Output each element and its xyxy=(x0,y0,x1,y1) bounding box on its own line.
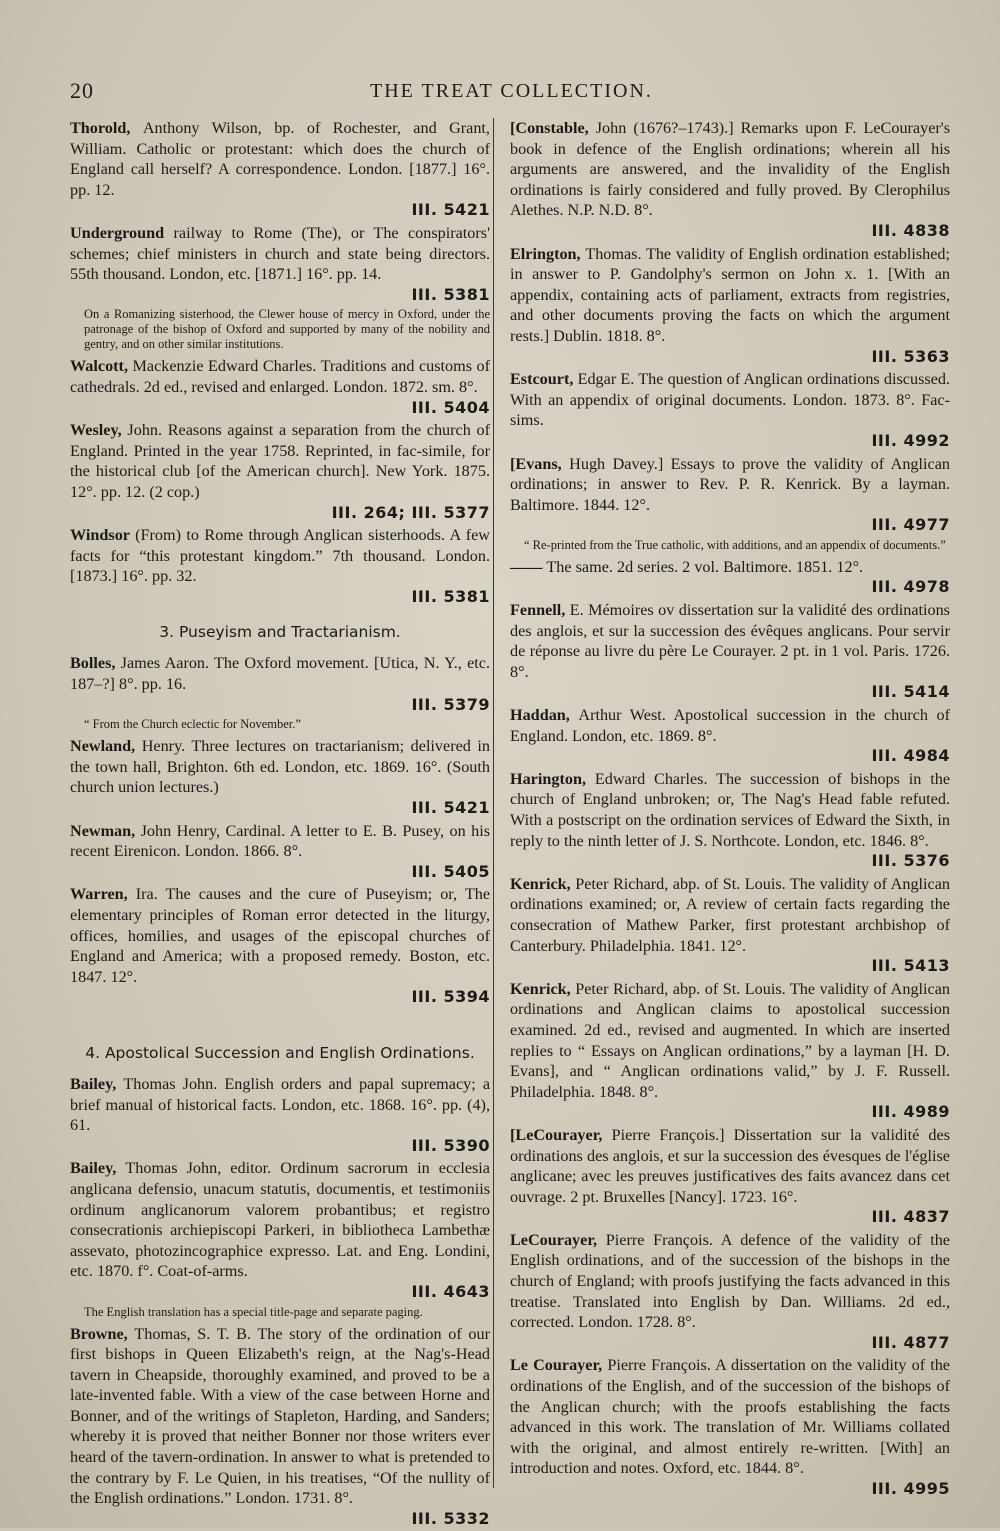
entry-heading: Kenrick, xyxy=(510,979,576,998)
catalog-entry xyxy=(510,1125,950,1228)
entry-description: Arthur West. Apostolical succession in the church of England. London, etc. 1869. 8°. xyxy=(510,706,950,745)
catalog-entry xyxy=(510,1355,950,1499)
call-number: III. 5381 xyxy=(411,586,490,606)
catalog-entry xyxy=(70,356,490,418)
catalog-entry xyxy=(70,420,490,523)
catalog-entry xyxy=(70,223,490,305)
catalog-entry xyxy=(510,705,950,767)
entry-heading: Haddan, xyxy=(510,706,579,725)
right-column xyxy=(510,118,950,1502)
catalog-entry xyxy=(510,369,950,451)
call-number: III. 4992 xyxy=(871,430,950,450)
catalog-entry xyxy=(70,525,490,607)
catalog-entry xyxy=(70,736,490,818)
left-column xyxy=(70,118,490,1531)
entry-heading: Newman, xyxy=(70,821,141,840)
catalog-entry xyxy=(510,769,950,872)
entry-heading: Bailey, xyxy=(70,1159,126,1178)
call-number: III. 4989 xyxy=(871,1102,950,1122)
catalog-entry xyxy=(70,653,490,715)
entry-description: John (1676?–1743).] Remarks upon F. LeCourayer's book in defence of the English ordinations; wherein all his arguments are answered, and the invalidity of the English ordinations is fairly considered and fully proved. By Clerophilus Alethes. N.P. N.D. 8°. xyxy=(510,119,950,220)
entry-description: Thomas John. English orders and papal supremacy; a brief manual of historical facts. London, etc. 1868. 16°. pp. (4), 61. xyxy=(70,1074,490,1135)
catalog-entry xyxy=(70,118,490,221)
call-number: III. 5405 xyxy=(411,861,490,881)
entry-heading: Bailey, xyxy=(70,1074,124,1093)
entry-description: James Aaron. The Oxford movement. [Utica, N. Y., etc. 187–?] 8°. pp. 16. xyxy=(70,654,490,694)
catalog-entry xyxy=(510,600,950,703)
entry-description: E. Mémoires ov dissertation sur la validité des ordinations des anglois, et sur la succession des évêques anglicans. Pour servir de réponse au livre du père Le Courayer. 2 pt. in 1 vol. Paris. 1726. 8°. xyxy=(510,601,950,681)
entry-heading: Bolles, xyxy=(70,654,121,673)
entry-note: “ From the Church eclectic for November.” xyxy=(84,717,301,732)
entry-description: Pierre François.] Dissertation sur la validité des ordinations des anglois, et sur la succession des évesques de l'église anglicane; avec les preuves justificatives des faits avancez dans cet ouvrage. 2 pt. Bruxelles [Nancy]. 1723. 16°. xyxy=(510,1125,950,1206)
entry-description: Pierre François. A defence of the validity of the English ordinations, and of the succession of the bishops in the church of England; with proofs justifying the facts advanced in this treatise. Translated into English by Dan. Williams. 2d ed., corrected. London. 1728. 8°. xyxy=(510,1230,950,1332)
catalog-entry xyxy=(510,557,950,598)
call-number: III. 5390 xyxy=(411,1135,490,1155)
column-divider xyxy=(493,118,494,1488)
entry-heading: Le Courayer, xyxy=(510,1356,608,1375)
catalog-entry xyxy=(70,1324,490,1530)
call-number: III. 5376 xyxy=(871,851,950,871)
call-number: III. 5413 xyxy=(871,956,950,976)
entry-description: Henry. Three lectures on tractarianism; delivered in the town hall, Brighton. 6th ed. London, etc. 1869. 16°. (South church union lectures.) xyxy=(70,737,490,797)
entry-heading: Newland, xyxy=(70,737,142,756)
call-number: III. 5381 xyxy=(411,284,490,304)
entry-description: Thomas John, editor. Ordinum sacrorum in ecclesia anglicana defensio, unacum statutis, documentis, et testimoniis ordinum anglicanorum valorem probantibus; et registro consecrationis archiepiscopi Parkeri, in bibliotheca Lambethæ assevato, photozincographice expresso. Lat. and Eng. Londini, etc. 1870. f°. Coat-of-arms. xyxy=(70,1159,490,1281)
call-number: III. 4877 xyxy=(871,1332,950,1352)
entry-heading: Windsor xyxy=(70,526,136,545)
entry-description: Anthony Wilson, bp. of Rochester, and Grant, William. Catholic or protestant: which does the church of England call herself? A correspondence. London. [1877.] 16°. pp. 12. xyxy=(70,119,490,199)
entry-description: Ira. The causes and the cure of Puseyism; or, The elementary principles of Roman error detected in the liturgy, offices, homilies, and usages of the episcopal churches of England and America; with a proposed remedy. Boston, etc. 1847. 12°. xyxy=(70,885,491,986)
right-entries xyxy=(510,118,950,1500)
entry-description: Pierre François. A dissertation on the validity of the ordinations of the English, and of the succession of the bishops of the Anglican church; with the proofs establishing the facts advanced in this work. The translation of Mr. Williams collated with the original, and almost entirely re-written. [With] an introduction and notes. Oxford, etc. 1844. 8°. xyxy=(510,1356,950,1478)
running-title: THE TREAT COLLECTION. xyxy=(370,80,653,102)
entry-description: Peter Richard, abp. of St. Louis. The validity of Anglican ordinations and Anglican claims to apostolical succession examined. 2d ed., revised and augmented. In which are inserted replies to “ Essays on Anglican ordinations,” by a layman [H. D. Evans], and “ Anglican ordinations valid,” by J. F. Russell. Philadelphia. 1848. 8°. xyxy=(510,979,950,1101)
call-number: III. 4984 xyxy=(871,746,950,766)
entry-heading: Wesley, xyxy=(70,421,128,440)
catalog-entry xyxy=(70,1158,490,1302)
entry-heading: [LeCourayer, xyxy=(510,1125,612,1144)
call-number: III. 4995 xyxy=(871,1479,950,1498)
entry-description: Edward Charles. The succession of bishops in the church of England unbroken; or, The Nag's Head fable refuted. With a postscript on the ordination services of Edward the Sixth, in reply to the ninth letter of J. S. Northcote. London, etc. 1846. 8°. xyxy=(510,769,951,850)
left-entries-c xyxy=(70,1074,490,1529)
entry-note: “ Re-printed from the True catholic, with additions, and an appendix of documents.” xyxy=(524,537,946,552)
entry-heading: LeCourayer, xyxy=(510,1230,606,1249)
call-number: III. 5414 xyxy=(871,682,950,702)
catalog-entry xyxy=(70,884,490,1008)
call-number: III. 5332 xyxy=(411,1508,490,1528)
entry-description: John. Reasons against a separation from the church of England. Printed in the year 1758. Reprinted, in fac-simile, for the historical club [of the American church]. New York. 1875. 12°. pp. 12. (2 cop.) xyxy=(70,421,490,501)
catalog-entry xyxy=(510,1230,950,1354)
call-number: III. 4838 xyxy=(871,220,950,240)
catalog-entry xyxy=(510,118,950,242)
entry-heading: Estcourt, xyxy=(510,370,578,389)
catalog-entry xyxy=(510,979,950,1123)
call-number: III. 5421 xyxy=(411,798,490,818)
call-number: III. 5379 xyxy=(411,694,490,714)
entry-description: John Henry, Cardinal. A letter to E. B. Pusey, on his recent Eirenicon. London. 1866. 8°. xyxy=(70,821,490,861)
entry-description: Edgar E. The question of Anglican ordinations discussed. With an appendix of original documents. London. 1873. 8°. Fac-sims. xyxy=(510,370,951,430)
entry-description: Peter Richard, abp. of St. Louis. The validity of Anglican ordinations examined; or, A review of certain facts regarding the consecration of Mathew Parker, first protestant archbishop of Canterbury. Philadelphia. 1841. 12°. xyxy=(510,874,950,955)
entry-heading: Harington, xyxy=(510,769,595,788)
entry-heading: Kenrick, xyxy=(510,874,576,893)
entry-note: The English translation has a special title-page and separate paging. xyxy=(84,1304,423,1319)
catalog-entry xyxy=(70,821,490,883)
entry-description: Hugh Davey.] Essays to prove the validity of Anglican ordinations; in answer to Rev. P. R. Kenrick. By a layman. Baltimore. 1844. 12°. xyxy=(510,454,950,514)
entry-description: Thomas. The validity of English ordination established; in answer to P. Gandolphy's sermon on John x. 1. [With an appendix, containing acts of parliament, extracts from registries, and other documents proving the facts on which the argument rests.] Dublin. 1818. 8°. xyxy=(510,244,951,345)
entry-heading: [Evans, xyxy=(510,454,570,473)
entry-description: (From) to Rome through Anglican sisterhoods. A few facts for “this protestant kingdom.” 7th thousand. London. [1873.] 16°. pp. 32. xyxy=(70,526,490,586)
left-entries-b xyxy=(70,653,490,1008)
entry-heading: Fennell, xyxy=(510,601,570,620)
page-number: 20 xyxy=(70,78,94,103)
entry-description: railway to Rome (The), or The conspirators' schemes; chief ministers in church and state being directors. 55th thousand. London, etc. [1871.] 16°. pp. 14. xyxy=(70,223,491,284)
section-heading-4: 4. Apostolical Succession and English Ordinations. xyxy=(85,1043,475,1062)
call-number: III. 4977 xyxy=(871,515,950,535)
entry-note: On a Romanizing sisterhood, the Clewer house of mercy in Oxford, under the patronage of the bishop of Oxford and supported by many of the nobility and gentry, and on other similar institutions. xyxy=(84,307,490,352)
entry-description: Thomas, S. T. B. The story of the ordination of our first bishops in Queen Elizabeth's reign, at the Nag's-Head tavern in Cheapside, thoroughly examined, and proved to be a late-invented fable. With a view of the case between Horne and Bonner, and of the writings of Stapleton, Harding, and Sanders; whereby it is proved that neither Bonner nor those writers ever heard of the tavern-ordination. In answer to what is pretended to the contrary by F. Le Quien, in his treatises, “Of the nullity of the English ordinations.” London. 1731. 8°. xyxy=(70,1324,490,1508)
call-number: III. 4643 xyxy=(411,1281,490,1301)
entry-heading: Warren, xyxy=(70,885,136,904)
entry-heading: Walcott, xyxy=(70,357,133,376)
entry-description: The same. 2d series. 2 vol. Baltimore. 1851. 12°. xyxy=(546,557,864,576)
entry-heading: [Constable, xyxy=(510,119,596,137)
page-header xyxy=(70,78,950,110)
entry-heading: Browne, xyxy=(70,1324,135,1343)
catalog-entry xyxy=(70,1074,490,1156)
call-number: III. 5363 xyxy=(871,346,950,366)
call-number: III. 4837 xyxy=(871,1207,950,1227)
entry-description: Mackenzie Edward Charles. Traditions and customs of cathedrals. 2d ed., revised and enlarged. London. 1872. sm. 8°. xyxy=(70,357,490,396)
call-number: III. 5404 xyxy=(411,397,490,417)
catalog-entry xyxy=(510,244,950,368)
catalog-entry xyxy=(510,874,950,977)
entry-heading: Thorold, xyxy=(70,119,143,137)
call-number: III. 4978 xyxy=(871,577,950,597)
call-number: III. 5394 xyxy=(411,987,490,1007)
call-number: III. 264; III. 5377 xyxy=(331,502,490,522)
catalog-entry xyxy=(510,454,950,536)
call-number: III. 5421 xyxy=(411,200,490,220)
entry-heading: Elrington, xyxy=(510,244,586,263)
entry-heading: —— xyxy=(510,557,547,576)
section-heading-3: 3. Puseyism and Tractarianism. xyxy=(159,623,401,642)
left-entries-a xyxy=(70,118,490,607)
entry-heading: Underground xyxy=(70,223,174,242)
